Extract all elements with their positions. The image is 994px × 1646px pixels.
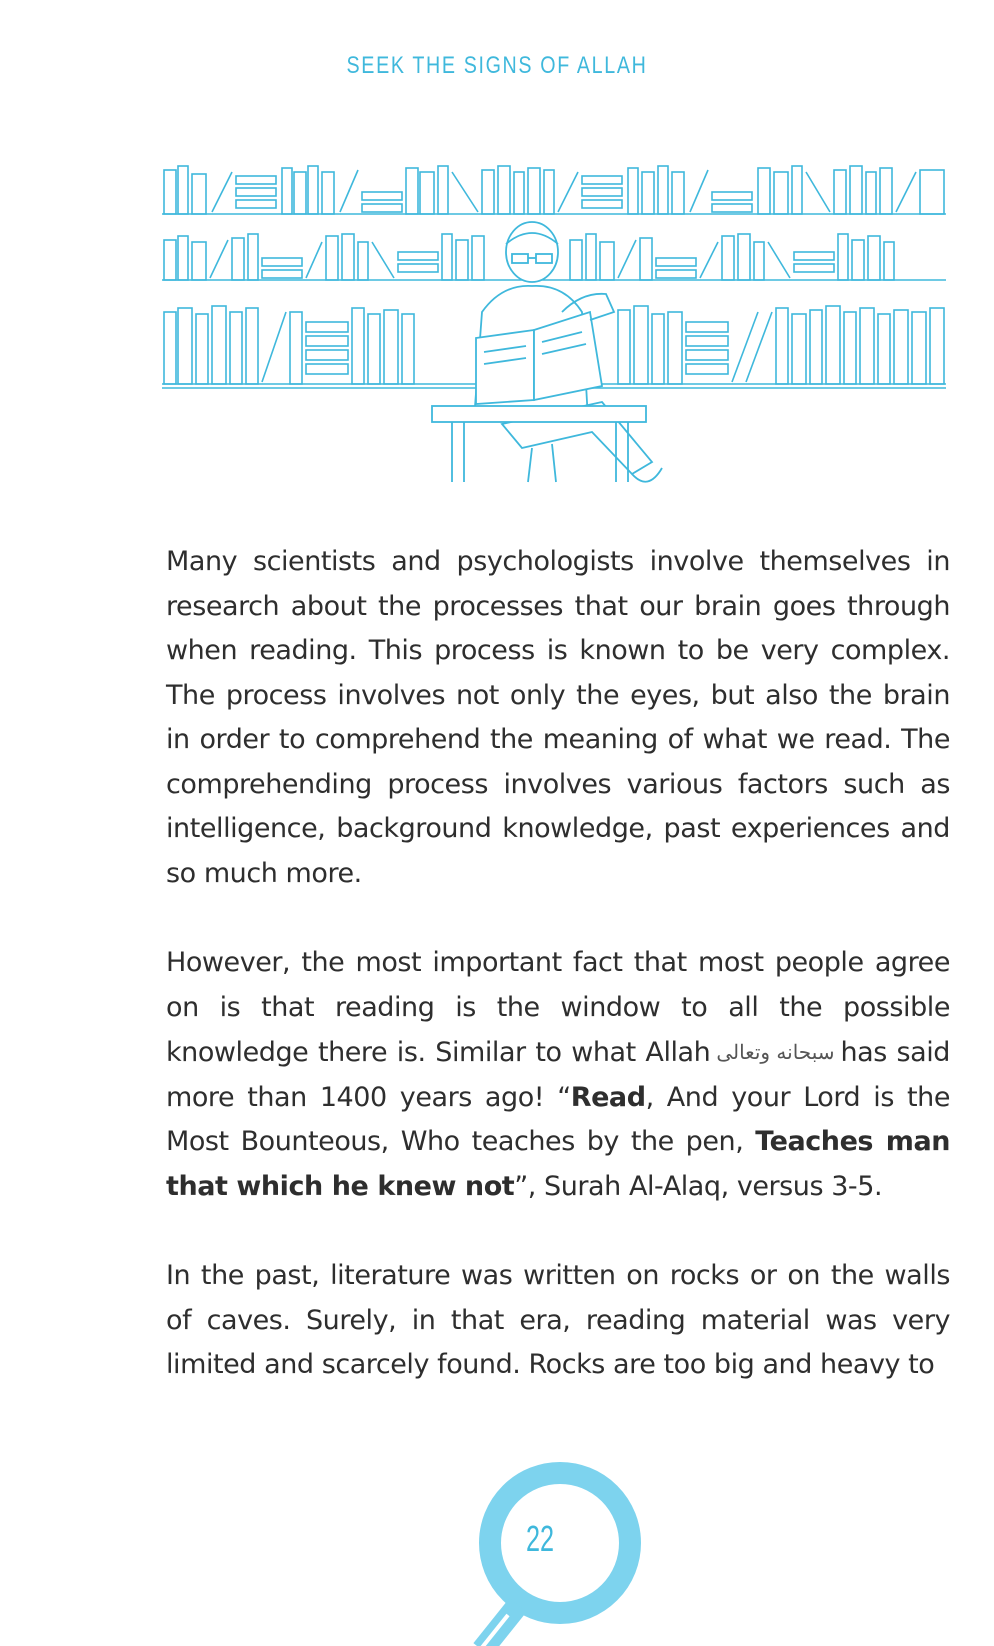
paragraph-3: In the past, literature was written on rocks or on the walls of caves. Surely, in that era, reading material was very limited and scarcely found. Rocks are too big and heavy to (166, 1260, 950, 1380)
paragraph-2-part-b: has said more than 1400 years ago! “ (166, 1037, 950, 1113)
paragraph-2-part-c: , And your Lord is the Most Bounteous, Who teaches by the pen, (166, 1081, 950, 1157)
paragraph-2-part-d: ”, Surah Al-Alaq, versus 3-5. (514, 1170, 883, 1202)
body-text (166, 540, 950, 1433)
reading-illustration (162, 162, 946, 512)
paragraph-2-part-a: However, the most important fact that most people agree on is that reading is the window to all the possible knowledge there is. Similar to what Allah (166, 947, 950, 1068)
bold-read: Read (570, 1081, 646, 1113)
paragraph-2 (166, 941, 950, 1209)
bold-verse: Teaches man that which he knew not (166, 1126, 950, 1202)
running-title: SEEK THE SIGNS OF ALLAH (346, 52, 648, 79)
paragraph-1: Many scientists and psychologists involve themselves in research about the processes that our brain goes through when reading. This process is known to be very complex. The process involves not only the eyes, but also the brain in order to comprehend the meaning of what we read. The comprehending process involves various factors such as intelligence, background knowledge, past experiences and so much more. (166, 546, 950, 889)
arabic-honorific: سبحانه وتعالى (716, 1040, 835, 1064)
page-number: 22 (525, 1518, 555, 1559)
